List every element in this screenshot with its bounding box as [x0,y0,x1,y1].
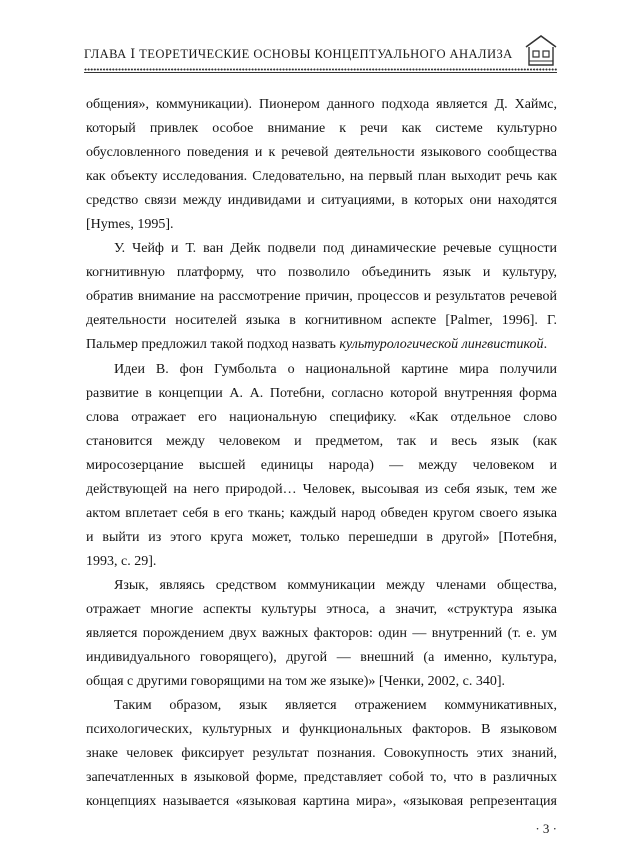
running-header [84,33,557,73]
text-line: актом вплетает себя в его ткань; каждый народ обведен кругом своего языка [86,505,557,521]
text-line: обратив внимание на рассмотрение причин, процессов и результатов речевой [86,289,557,305]
text-line: запечатленных в языковой форме, представляет собой то, что в различных [86,770,557,786]
text-line: слова отражает его национальную специфику. «Как отдельное слово [86,409,557,425]
text-line: действующей на него природой… Человек, высоывая из себя язык, тем же [86,481,557,497]
text-line: обусловленного поведения и к речевой деятельности языкового сообщества [86,145,557,161]
text-line: развитие в концепции А. А. Потебни, согласно которой внутренняя форма [86,385,557,401]
text-line: концепциях называется «языковая картина мира», «языковая репрезентация [86,794,557,810]
text-line [86,333,557,357]
paragraph [86,93,557,237]
text-line: и выйти из этого круга может, только перешедши в другой» [Потебня, [86,529,557,545]
chapter-title: ГЛАВА Ⅰ ТЕОРЕТИЧЕСКИЕ ОСНОВЫ КОНЦЕПТУАЛЬНОГО АНАЛИЗА [84,47,513,61]
text-line: общения», коммуникации). Пионером данного подхода является Д. Хаймс, [86,97,557,112]
text-line: является порождением двух важных факторов: один — внутренний (т. е. ум [86,626,557,642]
text-line: средство связи между индивидами и ситуациями, в которых они находятся [86,193,557,209]
text-line: когнитивную платформу, что позволило объединить язык и культуру, [86,265,557,281]
text-line: Таким образом, язык является отражением коммуникативных, [114,698,557,714]
page-number: · 3 · [535,821,557,836]
text-line: Язык, являясь средством коммуникации между членами общества, [114,577,557,593]
text-line: [Hymes, 1995]. [86,217,174,233]
text-line: общая с другими говорящими на том же языке)» [Ченки, 2002, с. 340]. [86,674,506,690]
paragraph [86,358,557,574]
house-logo-icon [524,33,558,67]
text-run: . [543,337,548,353]
text-line: миросозерцание высшей единицы народа) — между человеком и [86,457,557,473]
page-body [86,93,557,814]
text-run: Пальмер предложил такой подход назвать [86,337,336,353]
text-line: отражает многие аспекты культуры этноса, а значит, «структура языка [86,601,557,617]
text-line: индивидуального говорящего), другой — внешний (а именно, культура, [86,650,557,666]
text-line: как объекту исследования. Следовательно, на первый план выходит речь как [86,169,557,185]
text-line: который привлек особое внимание к речи как системе культурно [86,121,557,137]
paragraph [86,694,557,814]
text-line: становится между человеком и предметом, так и весь язык (как [86,433,557,449]
italic-term: культурологической лингвистикой [339,337,544,353]
text-line: У. Чейф и Т. ван Дейк подвели под динамические речевые сущности [114,241,557,257]
text-line: Идеи В. фон Гумбольта о национальной картине мира получили [114,361,557,377]
text-line: психологических, культурных и функциональных факторов. В языковом [86,722,557,738]
text-line: деятельности носителей языка в когнитивном аспекте [Palmer, 1996]. Г. [86,313,557,329]
text-line: знаке человек фиксирует результат познания. Совокупность этих знаний, [86,746,557,762]
paragraph [86,574,557,694]
header-rule [84,72,557,73]
paragraph [86,237,557,357]
text-line: 1993, с. 29]. [86,553,157,569]
